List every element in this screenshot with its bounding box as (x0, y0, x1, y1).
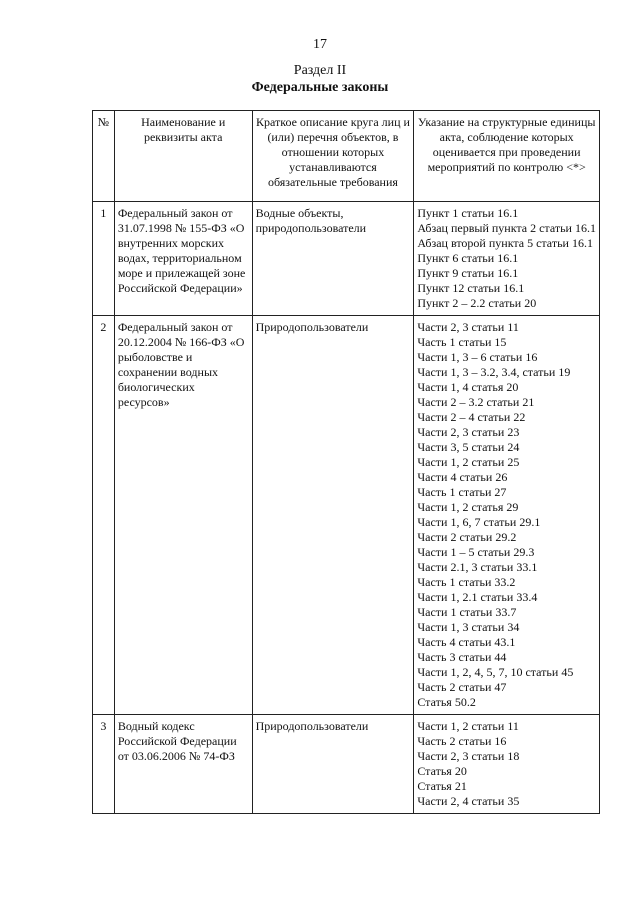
row-number: 3 (93, 715, 115, 814)
structural-unit-item: Части 1, 2 статьи 11 (417, 719, 519, 733)
header-subjects: Краткое описание круга лиц и (или) перечня объектов, в отношении которых устанавливаются обязательные требования (252, 111, 414, 202)
federal-laws-table (92, 110, 600, 814)
row-number: 1 (93, 202, 115, 316)
structural-unit-item: Часть 3 статьи 44 (417, 650, 507, 664)
structural-unit-item: Абзац первый пункта 2 статьи 16.1 (417, 221, 596, 235)
structural-unit-item: Части 1, 2 статья 29 (417, 500, 519, 514)
subjects-description: Природопользователи (252, 316, 414, 715)
structural-unit-item: Часть 4 статьи 43.1 (417, 635, 516, 649)
section-subtitle: Федеральные законы (251, 80, 389, 95)
structural-unit-item: Части 1 статьи 33.7 (417, 605, 517, 619)
structural-unit-item: Части 1, 3 статьи 34 (417, 620, 520, 634)
structural-unit-item: Части 1, 2 статьи 25 (417, 455, 520, 469)
structural-unit-item: Пункт 12 статьи 16.1 (417, 281, 525, 295)
structural-unit-item: Часть 1 статьи 15 (417, 335, 507, 349)
act-name: Федеральный закон от 31.07.1998 № 155-ФЗ «О внутренних морских водах, территориальном море и прилежащей зоне Российской Федерации» (114, 202, 252, 316)
structural-unit-item: Части 2.1, 3 статьи 33.1 (417, 560, 538, 574)
structural-unit-item: Статья 50.2 (417, 695, 476, 709)
structural-unit-item: Части 2, 4 статьи 35 (417, 794, 520, 808)
header-number: № (93, 111, 115, 202)
structural-unit-item: Части 1 – 5 статьи 29.3 (417, 545, 535, 559)
structural-unit-item: Часть 2 статьи 47 (417, 680, 507, 694)
structural-unit-item: Часть 1 статьи 27 (417, 485, 507, 499)
structural-unit-item: Пункт 2 – 2.2 статьи 20 (417, 296, 537, 310)
act-name: Федеральный закон от 20.12.2004 № 166-ФЗ «О рыболовстве и сохранении водных биологических ресурсов» (114, 316, 252, 715)
structural-unit-item: Части 2 – 4 статьи 22 (417, 410, 526, 424)
structural-units (414, 715, 600, 814)
structural-unit-item: Части 3, 5 статьи 24 (417, 440, 520, 454)
table-body (93, 202, 600, 814)
table-row (93, 202, 600, 316)
structural-units (414, 202, 600, 316)
structural-unit-item: Пункт 9 статьи 16.1 (417, 266, 519, 280)
structural-unit-item: Часть 1 статьи 33.2 (417, 575, 516, 589)
structural-unit-item: Пункт 1 статьи 16.1 (417, 206, 519, 220)
structural-unit-item: Части 1, 3 – 6 статьи 16 (417, 350, 538, 364)
subjects-description: Водные объекты, природопользователи (252, 202, 414, 316)
act-name: Водный кодекс Российской Федерации от 03.06.2006 № 74-ФЗ (114, 715, 252, 814)
structural-unit-item: Абзац второй пункта 5 статьи 16.1 (417, 236, 593, 250)
structural-unit-item: Пункт 6 статьи 16.1 (417, 251, 519, 265)
structural-unit-item: Части 1, 3 – 3.2, 3.4, статьи 19 (417, 365, 571, 379)
table-row (93, 715, 600, 814)
page-number: 17 (313, 37, 327, 52)
section-title: Раздел II (293, 63, 347, 78)
structural-unit-item: Части 1, 2.1 статьи 33.4 (417, 590, 538, 604)
structural-unit-item: Части 1, 2, 4, 5, 7, 10 статьи 45 (417, 665, 574, 679)
structural-unit-item: Статья 20 (417, 764, 467, 778)
table-header-row (93, 111, 600, 202)
structural-unit-item: Часть 2 статьи 16 (417, 734, 507, 748)
structural-unit-item: Части 1, 6, 7 статьи 29.1 (417, 515, 541, 529)
structural-unit-item: Части 2, 3 статьи 23 (417, 425, 520, 439)
structural-unit-item: Части 1, 4 статья 20 (417, 380, 519, 394)
header-act: Наименование и реквизиты акта (114, 111, 252, 202)
structural-units (414, 316, 600, 715)
structural-unit-item: Статья 21 (417, 779, 467, 793)
subjects-description: Природопользователи (252, 715, 414, 814)
structural-unit-item: Части 2, 3 статьи 18 (417, 749, 520, 763)
table-row (93, 316, 600, 715)
header-structural-units: Указание на структурные единицы акта, соблюдение которых оценивается при проведении мероприятий по контролю <*> (414, 111, 600, 202)
structural-unit-item: Части 2 – 3.2 статьи 21 (417, 395, 535, 409)
structural-unit-item: Части 2, 3 статьи 11 (417, 320, 519, 334)
row-number: 2 (93, 316, 115, 715)
structural-unit-item: Части 4 статьи 26 (417, 470, 508, 484)
structural-unit-item: Части 2 статьи 29.2 (417, 530, 517, 544)
